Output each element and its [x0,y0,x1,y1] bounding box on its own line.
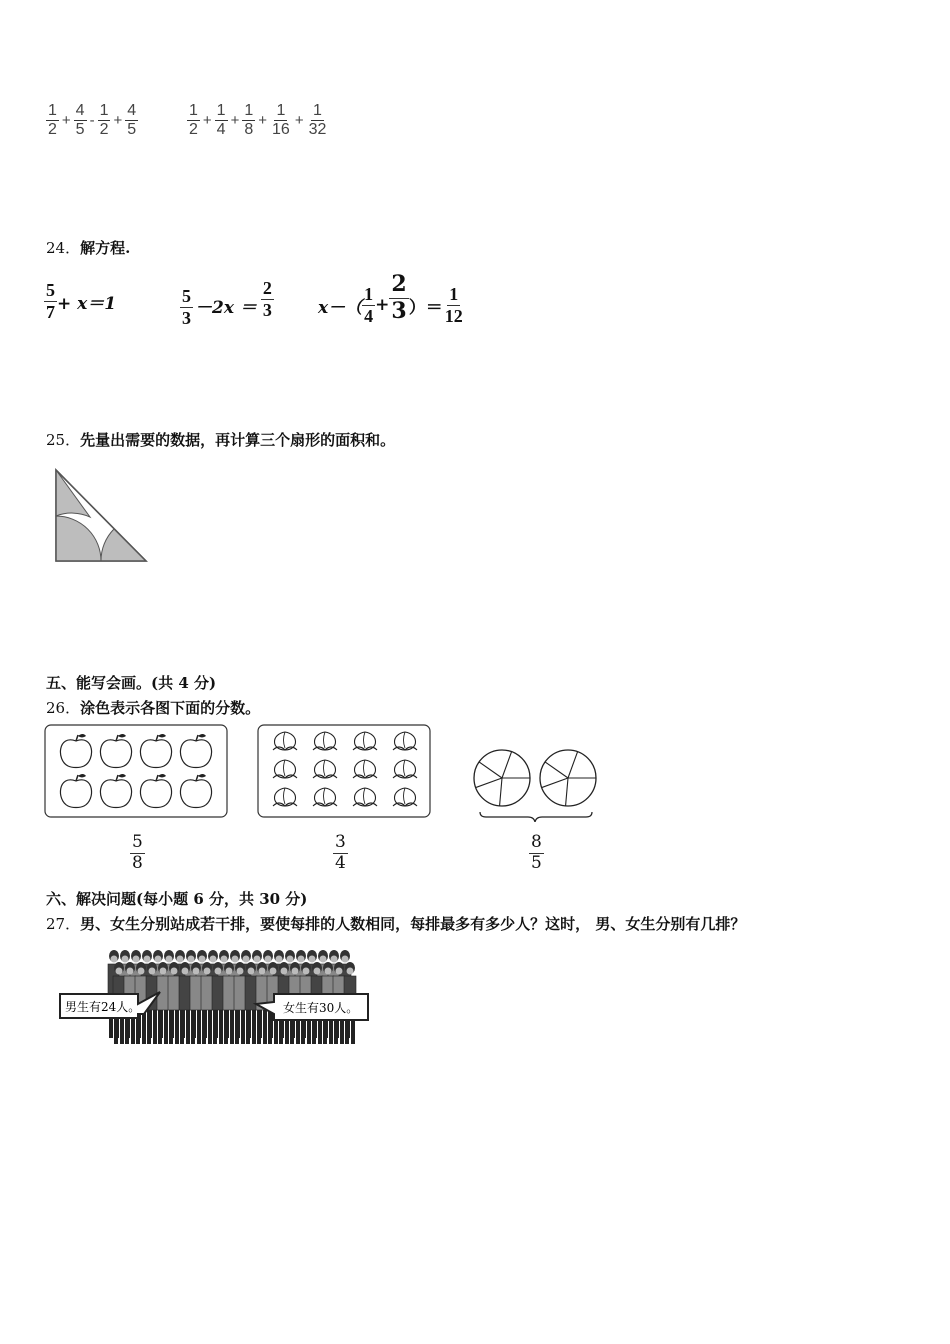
triangle-sectors-figure [50,466,152,566]
fraction: $\frac{5}{7}$ [46,280,55,322]
fraction: $\frac{5}{3}$ [182,286,191,328]
operator: - [89,112,95,130]
apples-box[interactable] [44,724,230,820]
question-24-heading [46,237,130,258]
divided-circle[interactable] [474,750,530,806]
fraction: $\frac{4}{5}$ [127,102,137,139]
question-26: 26．涂色表示各图下面的分数。 [46,699,261,717]
operator: + [61,112,71,130]
fraction: $\frac{2}{3}$ [262,278,272,320]
equation-rest: + x＝1 [57,293,117,314]
fraction: $\frac{1}{12}$ [444,284,463,326]
equation-mid: －2x ＝ [195,297,257,318]
peaches-box[interactable] [257,724,433,820]
fraction-label-circles: $\frac{8}{5}$ [531,832,542,873]
expression-2 [187,102,328,140]
question-title: 解方程. [80,239,131,257]
circles-figure[interactable] [470,746,600,822]
fraction: $\frac{2}{3}$ [391,271,407,324]
section-6-title: 六、解决问题(每小题 6 分，共 30 分) [46,890,308,908]
divided-circle[interactable] [540,750,596,806]
boys-label: 男生有24人。 [65,1000,141,1014]
expression-1 [46,102,138,140]
operator: + [294,112,304,130]
fraction: $\frac{1}{16}$ [272,102,290,139]
brace [480,812,592,822]
fraction: $\frac{1}{2}$ [99,102,109,139]
fraction: $\frac{1}{2}$ [48,102,57,139]
operator: + [202,112,212,130]
fraction: $\frac{1}{4}$ [216,102,226,139]
girls-label: 女生有30人。 [283,1001,359,1015]
equation-1 [44,280,116,322]
question-number: 24． [46,239,81,257]
section-5-title: 五、能写会画。(共 4 分) [46,674,217,692]
question-25: 25．先量出需要的数据，再计算三个扇形的面积和。 [46,431,396,449]
equation-pre: x－（ [318,297,363,318]
equation-post: ）＝ [408,297,443,318]
fraction: $\frac{1}{2}$ [189,102,198,139]
operator: + [258,112,268,130]
fraction: $\frac{1}{32}$ [308,102,327,139]
fraction: $\frac{1}{8}$ [244,102,254,139]
fraction: $\frac{1}{4}$ [364,284,374,326]
operator: + [113,112,123,130]
equation-3 [318,270,465,326]
plus-sign: + [375,295,390,316]
operator: + [230,112,240,130]
question-27: 27．男、女生分别站成若干排，要使每排的人数相同，每排最多有多少人？这时， 男、女生分别有几排？ [46,915,746,933]
fraction-label-peaches: $\frac{3}{4}$ [335,832,346,873]
students-illustration [56,942,372,1056]
fraction-label-apples: $\frac{5}{8}$ [132,832,143,873]
equation-2 [180,270,274,328]
fraction: $\frac{4}{5}$ [75,102,85,139]
